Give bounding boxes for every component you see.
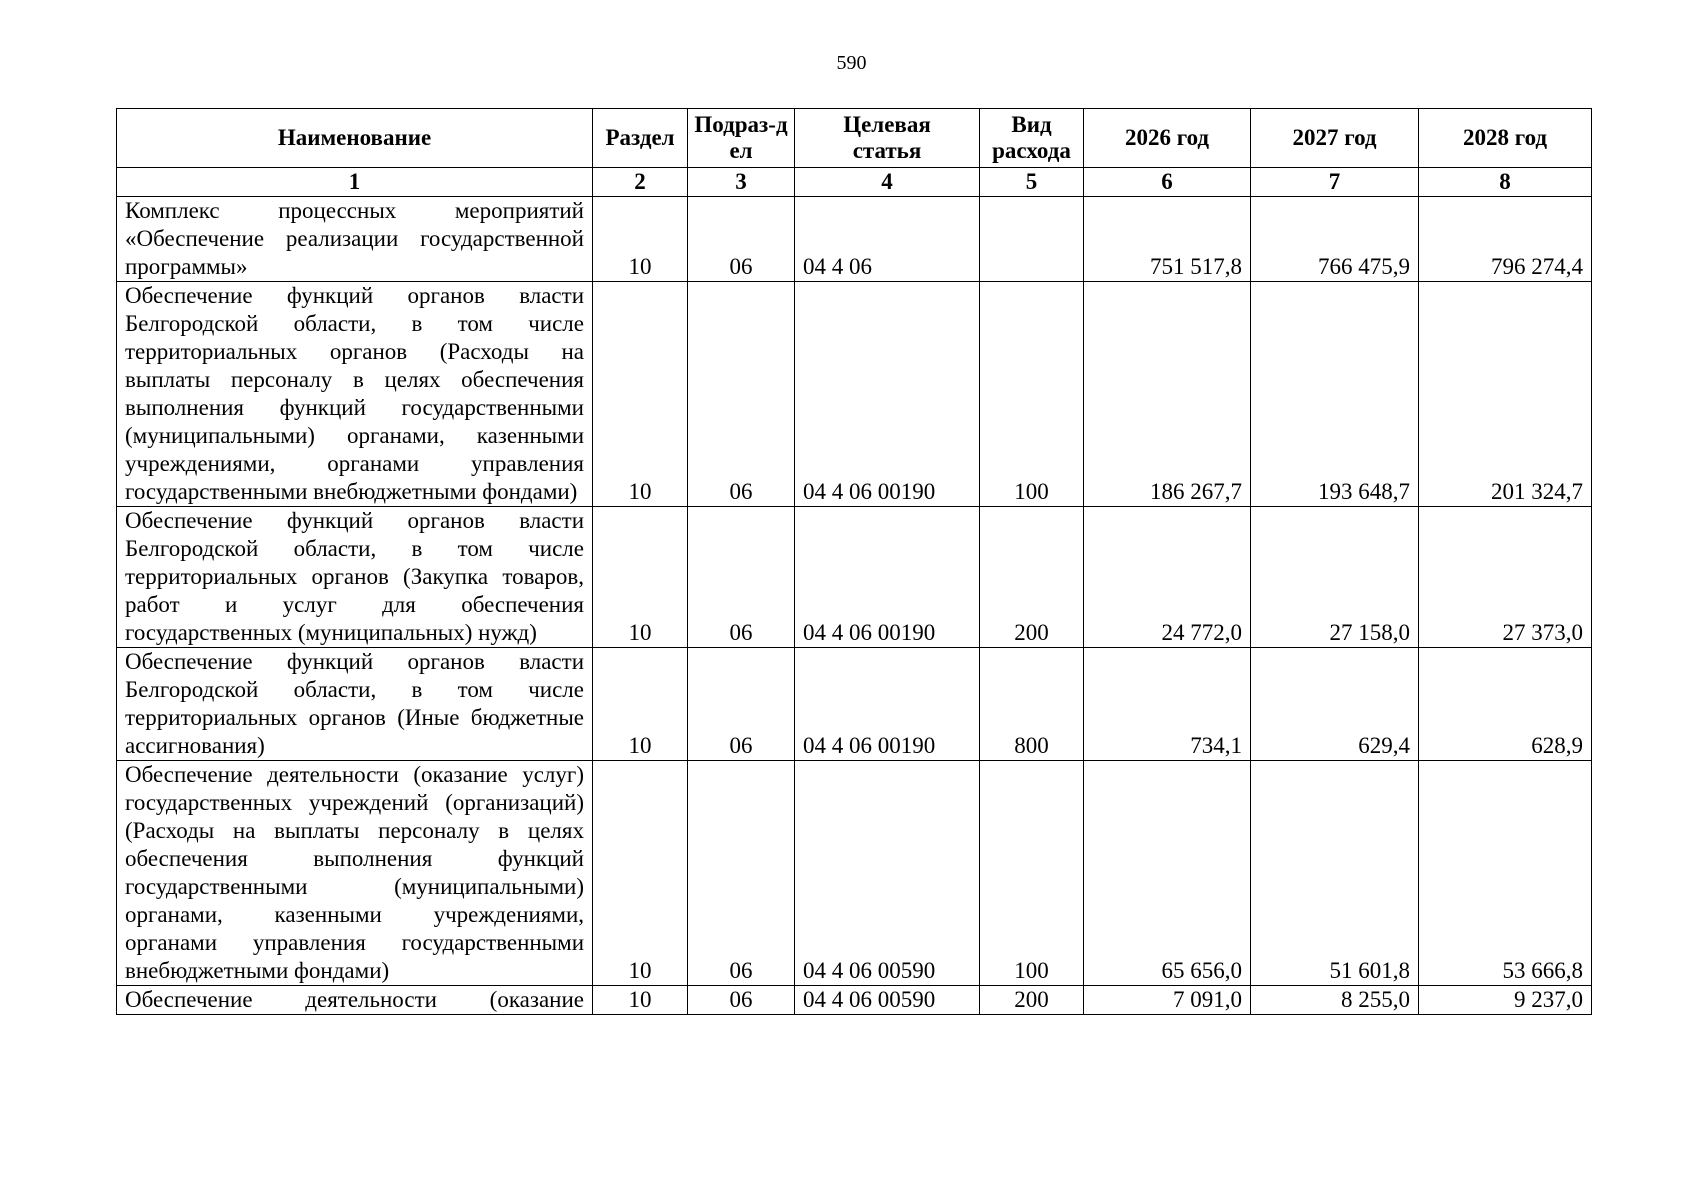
row-subsection: 06 (688, 986, 795, 1015)
row-subsection: 06 (688, 648, 795, 761)
column-number: 7 (1251, 168, 1419, 197)
row-subsection: 06 (688, 282, 795, 507)
table-row (117, 197, 1592, 282)
row-section: 10 (593, 197, 688, 282)
budget-table (116, 108, 1592, 1015)
row-subsection: 06 (688, 197, 795, 282)
row-target: 04 4 06 00590 (795, 986, 980, 1015)
header-2028: 2028 год (1419, 109, 1592, 168)
row-expense: 800 (980, 648, 1084, 761)
row-2028: 9 237,0 (1419, 986, 1592, 1015)
row-expense (980, 197, 1084, 282)
row-subsection: 06 (688, 761, 795, 986)
row-section: 10 (593, 761, 688, 986)
column-number: 2 (593, 168, 688, 197)
row-2027: 8 255,0 (1251, 986, 1419, 1015)
column-number: 4 (795, 168, 980, 197)
row-name: Обеспечение деятельности (оказание услуг) государственных учреждений (организаций) (Расходы на выплаты персоналу в целях обеспечения выполнения функций государственными (муниципальными) органами, казенными учреждениями, органами управления государственными внебюджетными фондами) (117, 761, 593, 986)
row-2028: 27 373,0 (1419, 507, 1592, 648)
row-2026: 734,1 (1084, 648, 1251, 761)
table-row (117, 282, 1592, 507)
table-row (117, 761, 1592, 986)
header-section: Раздел (593, 109, 688, 168)
row-2026: 24 772,0 (1084, 507, 1251, 648)
row-section: 10 (593, 507, 688, 648)
table-row (117, 986, 1592, 1015)
column-number: 5 (980, 168, 1084, 197)
page-number: 590 (836, 52, 867, 74)
row-2027: 27 158,0 (1251, 507, 1419, 648)
row-2026: 7 091,0 (1084, 986, 1251, 1015)
row-name: Обеспечение деятельности (оказание (117, 986, 593, 1015)
row-expense: 200 (980, 507, 1084, 648)
row-section: 10 (593, 282, 688, 507)
row-target: 04 4 06 00190 (795, 648, 980, 761)
column-number: 8 (1419, 168, 1592, 197)
row-subsection: 06 (688, 507, 795, 648)
row-2028: 796 274,4 (1419, 197, 1592, 282)
row-2028: 201 324,7 (1419, 282, 1592, 507)
row-target: 04 4 06 (795, 197, 980, 282)
header-expense: Вид расхода (980, 109, 1084, 168)
header-target: Целевая статья (795, 109, 980, 168)
row-target: 04 4 06 00590 (795, 761, 980, 986)
row-section: 10 (593, 648, 688, 761)
row-name: Комплекс процессных мероприятий «Обеспечение реализации государственной программы» (117, 197, 593, 282)
row-2028: 628,9 (1419, 648, 1592, 761)
table-row (117, 648, 1592, 761)
column-number: 1 (117, 168, 593, 197)
row-name: Обеспечение функций органов власти Белгородской области, в том числе территориальных органов (Расходы на выплаты персоналу в целях обеспечения выполнения функций государственными (муниципальными) органами, казенными учреждениями, органами управления государственными внебюджетными фондами) (117, 282, 593, 507)
header-subsection: Подраз-дел (688, 109, 795, 168)
row-section: 10 (593, 986, 688, 1015)
row-2026: 65 656,0 (1084, 761, 1251, 986)
column-number: 6 (1084, 168, 1251, 197)
header-name: Наименование (117, 109, 593, 168)
row-target: 04 4 06 00190 (795, 507, 980, 648)
row-2026: 186 267,7 (1084, 282, 1251, 507)
row-2028: 53 666,8 (1419, 761, 1592, 986)
row-name: Обеспечение функций органов власти Белгородской области, в том числе территориальных органов (Закупка товаров, работ и услуг для обеспечения государственных (муниципальных) нужд) (117, 507, 593, 648)
header-row (117, 109, 1592, 168)
column-number-row (117, 168, 1592, 197)
row-2027: 51 601,8 (1251, 761, 1419, 986)
row-name: Обеспечение функций органов власти Белгородской области, в том числе территориальных органов (Иные бюджетные ассигнования) (117, 648, 593, 761)
header-2027: 2027 год (1251, 109, 1419, 168)
row-2027: 193 648,7 (1251, 282, 1419, 507)
row-2026: 751 517,8 (1084, 197, 1251, 282)
row-2027: 629,4 (1251, 648, 1419, 761)
row-expense: 100 (980, 761, 1084, 986)
header-2026: 2026 год (1084, 109, 1251, 168)
column-number: 3 (688, 168, 795, 197)
row-expense: 100 (980, 282, 1084, 507)
table-row (117, 507, 1592, 648)
row-2027: 766 475,9 (1251, 197, 1419, 282)
row-expense: 200 (980, 986, 1084, 1015)
row-target: 04 4 06 00190 (795, 282, 980, 507)
